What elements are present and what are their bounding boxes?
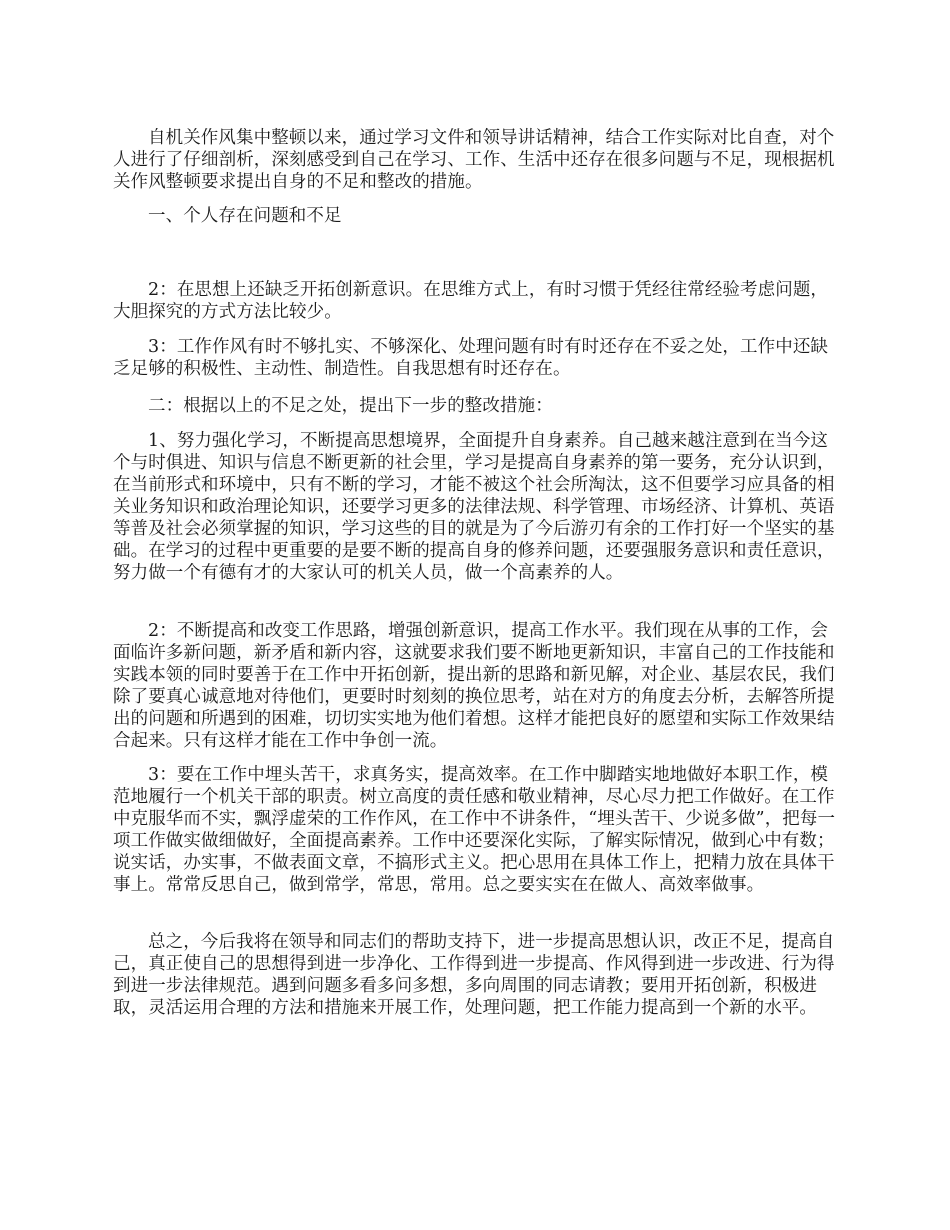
section-heading-measures: 二：根据以上的不足之处，提出下一步的整改措施： bbox=[148, 396, 553, 416]
section-heading-problems: 一、个人存在问题和不足 bbox=[148, 206, 342, 226]
problem-item-2: 2：在思想上还缺乏开拓创新意识。在思维方式上，有时习惯于凭经往常经验考虑问题，大胆探究的方式方法比较少。 bbox=[113, 280, 829, 322]
conclusion-paragraph: 总之，今后我将在领导和同志们的帮助支持下，进一步提高思想认识，改正不足，提高自己，真正使自己的思想得到进一步净化、工作得到进一步提高、作风得到进一步改进、行为得到进一步法律规范。遇到问题多看多问多想，多向周围的同志请教；要用开拓创新，积极进取，灵活运用合理的方法和措施来开展工作，处理问题，把工作能力提高到一个新的水平。 bbox=[113, 932, 835, 1018]
intro-paragraph: 自机关作风集中整顿以来，通过学习文件和领导讲话精神，结合工作实际对比自查，对个人进行了仔细剖析，深刻感受到自己在学习、工作、生活中还存在很多问题与不足，现根据机关作风整顿要求提出自身的不足和整改的措施。 bbox=[113, 128, 835, 192]
measure-item-3: 3：要在工作中埋头苦干，求真务实，提高效率。在工作中脚踏实地地做好本职工作，模范地履行一个机关干部的职责。树立高度的责任感和敬业精神，尽心尽力把工作做好。在工作中克服华而不实，飘浮虚荣的工作作风，在工作中不讲条件，“埋头苦干、少说多做”，把每一项工作做实做细做好，全面提高素养。工作中还要深化实际，了解实际情况，做到心中有数；说实话，办实事，不做表面文章，不搞形式主义。把心思用在具体工作上，把精力放在具体干事上。常常反思自己，做到常学，常思，常用。总之要实实在在做人、高效率做事。 bbox=[113, 765, 836, 895]
problem-item-3: 3：工作作风有时不够扎实、不够深化、处理问题有时有时还存在不妥之处，工作中还缺乏足够的积极性、主动性、制造性。自我思想有时还存在。 bbox=[113, 337, 829, 379]
measure-item-2: 2：不断提高和改变工作思路，增强创新意识，提高工作水平。我们现在从事的工作，会面临许多新问题，新矛盾和新内容，这就要求我们要不断地更新知识，丰富自己的工作技能和实践本领的同时要善于在工作中开拓创新，提出新的思路和新见解，对企业、基层农民，我们除了要真心诚意地对待他们，更要时时刻刻的换位思考，站在对方的角度去分析，去解答所提出的问题和所遇到的困难，切切实实地为他们着想。这样才能把良好的愿望和实际工作效果结合起来。只有这样才能在工作中争创一流。 bbox=[113, 621, 835, 751]
measure-item-1: 1、努力强化学习，不断提高思想境界，全面提升自身素养。自己越来越注意到在当今这个与时俱进、知识与信息不断更新的社会里，学习是提高自身素养的第一要务，充分认识到，在当前形式和环境中，只有不断的学习，才能不被这个社会所淘汰，这不但要学习应具备的相关业务知识和政治理论知识，还要学习更多的法律法规、科学管理、市场经济、计算机、英语等普及社会必须掌握的知识，学习这些的目的就是为了今后游刃有余的工作打好一个坚实的基础。在学习的过程中更重要的是要不断的提高自身的修养问题，还要强服务意识和责任意识，努力做一个有德有才的大家认可的机关人员，做一个高素养的人。 bbox=[113, 431, 835, 583]
